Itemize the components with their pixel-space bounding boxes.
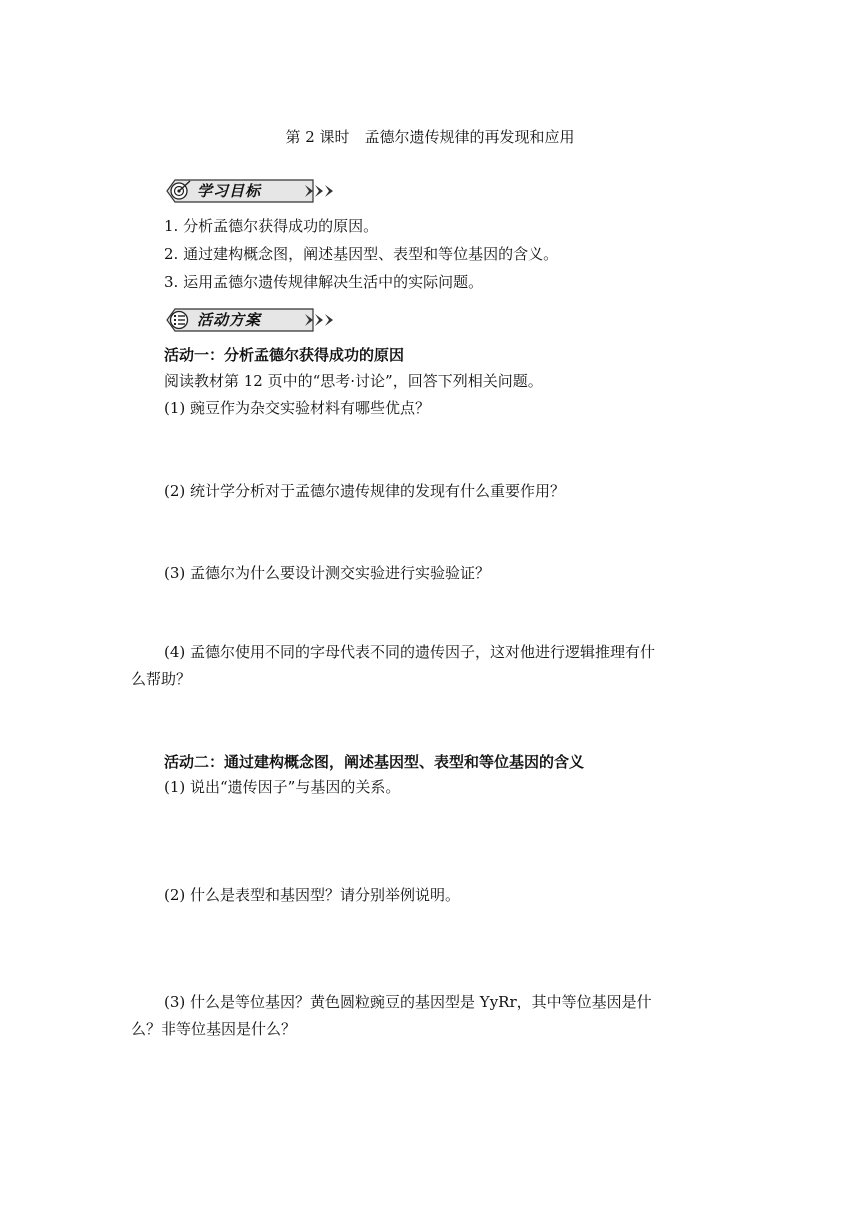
- goal-item-2: 2. 通过建构概念图，阐述基因型、表型和等位基因的含义。: [164, 245, 559, 263]
- activity1-title: 活动一：分析孟德尔获得成功的原因: [164, 346, 405, 364]
- learning-goals-heading: 学习目标: [197, 182, 262, 200]
- activity2-title: 活动二：通过建构概念图，阐述基因型、表型和等位基因的含义: [164, 753, 585, 771]
- activity2-question-1: (1) 说出“遗传因子”与基因的关系。: [164, 778, 401, 796]
- activity1-question-1: (1) 豌豆作为杂交实验材料有哪些优点？: [164, 399, 431, 417]
- activity1-question-3: (3) 孟德尔为什么要设计测交实验进行实验验证？: [164, 564, 491, 582]
- activity2-question-3-line1: (3) 什么是等位基因？黄色圆粒豌豆的基因型是 YyRr，其中等位基因是什: [164, 993, 652, 1011]
- activity2-question-2: (2) 什么是表型和基因型？请分别举例说明。: [164, 886, 461, 904]
- activity-plan-banner: [163, 307, 338, 331]
- activity1-question-4-line1: (4) 孟德尔使用不同的字母代表不同的遗传因子，这对他进行逻辑推理有什: [164, 643, 656, 661]
- activity2-question-3-line2: 么？非等位基因是什么？: [131, 1020, 297, 1038]
- activity1-question-4-line2: 么帮助？: [131, 670, 192, 688]
- goal-item-1: 1. 分析孟德尔获得成功的原因。: [164, 217, 379, 235]
- learning-goals-banner: [163, 178, 338, 202]
- activity1-question-2: (2) 统计学分析对于孟德尔遗传规律的发现有什么重要作用？: [164, 482, 566, 500]
- activity-plan-heading: 活动方案: [197, 311, 262, 329]
- activity1-intro: 阅读教材第 12 页中的“思考·讨论”，回答下列相关问题。: [164, 372, 543, 390]
- page-title: 第 2 课时 孟德尔遗传规律的再发现和应用: [285, 128, 575, 146]
- goal-item-3: 3. 运用孟德尔遗传规律解决生活中的实际问题。: [164, 273, 484, 291]
